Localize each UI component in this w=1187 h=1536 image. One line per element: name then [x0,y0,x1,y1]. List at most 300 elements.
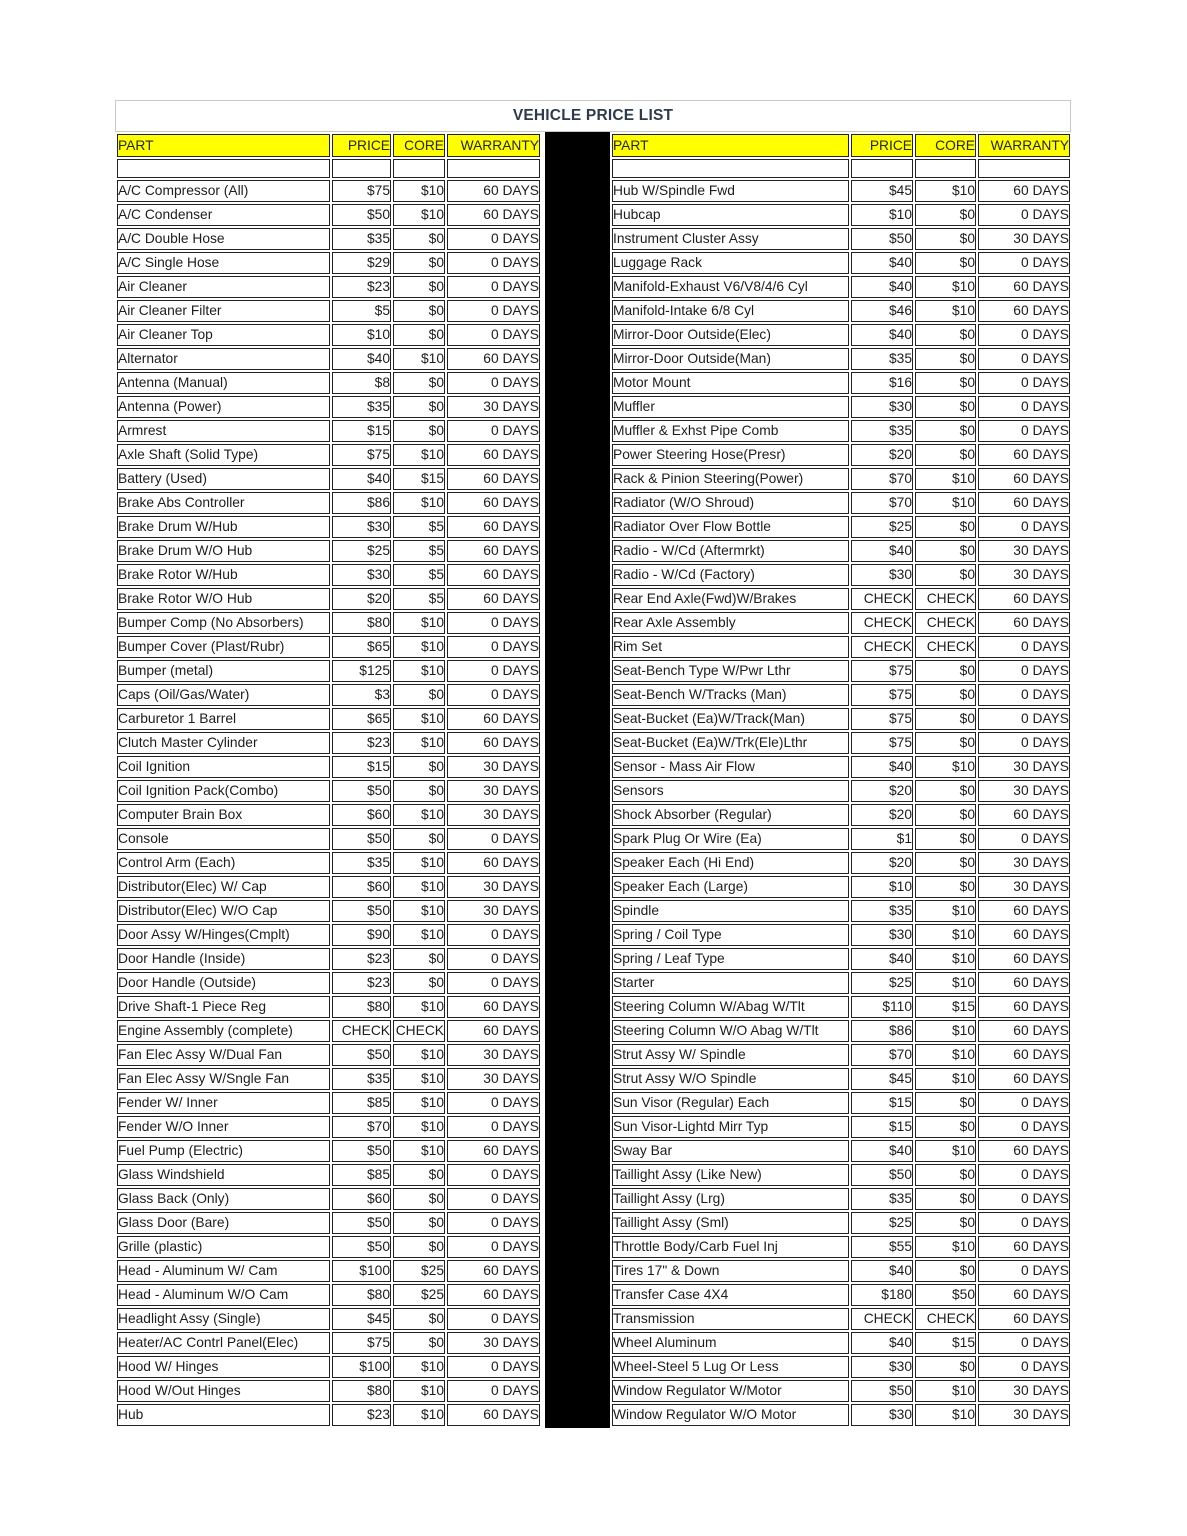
part-cell: Motor Mount [612,372,849,394]
part-cell: Shock Absorber (Regular) [612,804,849,826]
warranty-cell: 60 DAYS [447,180,540,202]
core-cell: $0 [393,948,445,970]
part-cell: Throttle Body/Carb Fuel Inj [612,1236,849,1258]
price-cell: $25 [851,516,913,538]
warranty-cell: 30 DAYS [447,1332,540,1354]
price-cell: $50 [851,228,913,250]
table-row [612,1164,1070,1186]
table-row [117,684,540,706]
table-row [117,1116,540,1138]
warranty-cell: 60 DAYS [978,300,1070,322]
core-cell: $10 [393,1068,445,1090]
table-row [117,348,540,370]
price-cell: $20 [851,852,913,874]
warranty-cell: 0 DAYS [978,324,1070,346]
table-row [117,1380,540,1402]
table-row [117,1140,540,1162]
warranty-cell: 60 DAYS [447,996,540,1018]
warranty-cell: 60 DAYS [447,1284,540,1306]
warranty-cell: 60 DAYS [978,1140,1070,1162]
core-cell: $10 [915,1404,976,1426]
warranty-cell: 60 DAYS [978,1068,1070,1090]
core-cell: $0 [915,204,976,226]
core-cell: $0 [915,540,976,562]
part-cell: Speaker Each (Hi End) [612,852,849,874]
price-cell: $45 [332,1308,391,1330]
warranty-cell: 0 DAYS [447,948,540,970]
price-cell: $40 [851,948,913,970]
core-cell: $0 [915,1092,976,1114]
price-cell: $70 [332,1116,391,1138]
price-cell: $10 [851,876,913,898]
price-cell: $25 [851,972,913,994]
part-cell: Distributor(Elec) W/ Cap [117,876,330,898]
warranty-cell: 0 DAYS [447,228,540,250]
table-row [117,660,540,682]
part-cell: Brake Rotor W/Hub [117,564,330,586]
part-cell: Control Arm (Each) [117,852,330,874]
part-cell: Manifold-Exhaust V6/V8/4/6 Cyl [612,276,849,298]
warranty-cell: 0 DAYS [447,1116,540,1138]
core-cell: $10 [915,492,976,514]
price-cell: $45 [851,1068,913,1090]
part-cell: A/C Condenser [117,204,330,226]
warranty-cell: 30 DAYS [978,756,1070,778]
core-cell: $10 [915,276,976,298]
table-row [117,1068,540,1090]
table-row [612,564,1070,586]
core-cell: $0 [915,1356,976,1378]
core-cell: $0 [915,780,976,802]
core-cell: $0 [393,780,445,802]
table-row [612,852,1070,874]
core-cell: $10 [915,1020,976,1042]
core-cell: $10 [393,1380,445,1402]
part-cell: Taillight Assy (Sml) [612,1212,849,1234]
core-cell: $10 [915,468,976,490]
table-row [117,1308,540,1330]
table-row [117,828,540,850]
core-cell: $10 [915,1140,976,1162]
part-cell: Hood W/ Hinges [117,1356,330,1378]
warranty-cell: 0 DAYS [978,1188,1070,1210]
warranty-cell: 0 DAYS [978,396,1070,418]
core-cell: $50 [915,1284,976,1306]
warranty-cell: 0 DAYS [978,252,1070,274]
core-cell: $0 [915,708,976,730]
price-cell: $30 [851,1356,913,1378]
table-row [117,1188,540,1210]
part-cell: Wheel-Steel 5 Lug Or Less [612,1356,849,1378]
table-row [612,1380,1070,1402]
part-cell: Bumper Comp (No Absorbers) [117,612,330,634]
price-table-left [115,132,542,1428]
spacer-cell [612,159,849,178]
table-row [612,1284,1070,1306]
table-row [117,1356,540,1378]
core-cell: $0 [393,228,445,250]
table-row [612,972,1070,994]
core-cell: $0 [393,972,445,994]
price-cell: $75 [851,732,913,754]
price-cell: $35 [332,1068,391,1090]
core-cell: $0 [915,444,976,466]
part-cell: Transmission [612,1308,849,1330]
warranty-cell: 60 DAYS [978,180,1070,202]
table-row [612,300,1070,322]
price-cell: $50 [332,828,391,850]
warranty-cell: 0 DAYS [978,636,1070,658]
price-cell: $46 [851,300,913,322]
part-cell: Caps (Oil/Gas/Water) [117,684,330,706]
part-cell: Fender W/O Inner [117,1116,330,1138]
price-cell: $40 [851,276,913,298]
warranty-cell: 60 DAYS [447,732,540,754]
price-cell: $110 [851,996,913,1018]
part-cell: Hubcap [612,204,849,226]
core-cell: $0 [393,420,445,442]
core-cell: $0 [915,252,976,274]
price-cell: $35 [332,852,391,874]
price-cell: $65 [332,636,391,658]
warranty-cell: 60 DAYS [978,612,1070,634]
core-cell: CHECK [393,1020,445,1042]
warranty-cell: 0 DAYS [978,1164,1070,1186]
core-cell: $15 [393,468,445,490]
price-cell: $80 [332,1284,391,1306]
table-row [612,492,1070,514]
price-cell: $40 [851,1140,913,1162]
warranty-cell: 60 DAYS [978,1020,1070,1042]
table-row [612,1356,1070,1378]
table-row [612,228,1070,250]
warranty-cell: 0 DAYS [447,660,540,682]
part-cell: Grille (plastic) [117,1236,330,1258]
warranty-cell: 0 DAYS [978,1212,1070,1234]
part-cell: Seat-Bench Type W/Pwr Lthr [612,660,849,682]
price-cell: $40 [332,348,391,370]
table-row [612,948,1070,970]
part-cell: Mirror-Door Outside(Man) [612,348,849,370]
table-row [612,996,1070,1018]
price-cell: $10 [332,324,391,346]
warranty-cell: 60 DAYS [978,468,1070,490]
column-header-part: PART [612,134,849,157]
price-cell: $60 [332,804,391,826]
price-cell: $20 [851,804,913,826]
price-cell: $70 [851,492,913,514]
warranty-cell: 30 DAYS [978,780,1070,802]
part-cell: Glass Windshield [117,1164,330,1186]
core-cell: $10 [915,1044,976,1066]
price-cell: $50 [332,1044,391,1066]
warranty-cell: 30 DAYS [978,540,1070,562]
warranty-cell: 0 DAYS [978,1332,1070,1354]
part-cell: Alternator [117,348,330,370]
price-cell: $1 [851,828,913,850]
part-cell: Headlight Assy (Single) [117,1308,330,1330]
price-cell: CHECK [851,588,913,610]
table-row [117,996,540,1018]
part-cell: Brake Abs Controller [117,492,330,514]
core-cell: $5 [393,564,445,586]
table-row [612,252,1070,274]
core-cell: $0 [393,372,445,394]
table-row [612,444,1070,466]
part-cell: Brake Rotor W/O Hub [117,588,330,610]
part-cell: Door Assy W/Hinges(Cmplt) [117,924,330,946]
part-cell: Rack & Pinion Steering(Power) [612,468,849,490]
warranty-cell: 0 DAYS [447,1380,540,1402]
part-cell: Window Regulator W/O Motor [612,1404,849,1426]
price-cell: $75 [332,180,391,202]
warranty-cell: 60 DAYS [978,972,1070,994]
warranty-cell: 30 DAYS [447,1044,540,1066]
part-cell: Taillight Assy (Lrg) [612,1188,849,1210]
part-cell: Seat-Bucket (Ea)W/Track(Man) [612,708,849,730]
part-cell: Air Cleaner Filter [117,300,330,322]
price-cell: $85 [332,1164,391,1186]
header-row [612,134,1070,157]
part-cell: Computer Brain Box [117,804,330,826]
warranty-cell: 0 DAYS [978,1116,1070,1138]
core-cell: CHECK [915,1308,976,1330]
table-row [612,468,1070,490]
warranty-cell: 60 DAYS [978,900,1070,922]
warranty-cell: 0 DAYS [978,708,1070,730]
table-row [612,780,1070,802]
warranty-cell: 60 DAYS [447,540,540,562]
part-cell: Fender W/ Inner [117,1092,330,1114]
core-cell: $0 [393,828,445,850]
price-cell: $29 [332,252,391,274]
price-cell: $50 [332,1236,391,1258]
warranty-cell: 0 DAYS [447,612,540,634]
price-cell: $23 [332,972,391,994]
warranty-cell: 60 DAYS [447,852,540,874]
core-cell: $0 [393,276,445,298]
table-row [612,1188,1070,1210]
table-row [117,396,540,418]
warranty-cell: 30 DAYS [978,1404,1070,1426]
column-header-warranty: WARRANTY [978,134,1070,157]
warranty-cell: 60 DAYS [447,1140,540,1162]
price-cell: $30 [851,564,913,586]
price-cell: $100 [332,1260,391,1282]
price-cell: $50 [851,1380,913,1402]
price-cell: $40 [851,756,913,778]
table-row [612,684,1070,706]
table-row [117,972,540,994]
core-cell: $0 [915,324,976,346]
price-cell: $25 [332,540,391,562]
core-cell: $5 [393,540,445,562]
spacer-row [117,159,540,178]
part-cell: Coil Ignition Pack(Combo) [117,780,330,802]
table-row [117,516,540,538]
part-cell: Air Cleaner [117,276,330,298]
table-row [612,732,1070,754]
price-cell: $15 [851,1116,913,1138]
warranty-cell: 60 DAYS [447,564,540,586]
price-cell: $35 [332,396,391,418]
core-cell: $0 [915,876,976,898]
table-row [117,636,540,658]
table-row [117,948,540,970]
core-cell: $0 [393,1332,445,1354]
core-cell: $0 [393,324,445,346]
price-cell: $30 [851,396,913,418]
table-row [612,1068,1070,1090]
warranty-cell: 0 DAYS [447,1092,540,1114]
price-cell: $30 [851,924,913,946]
table-row [612,1404,1070,1426]
table-row [612,1116,1070,1138]
table-row [117,228,540,250]
core-cell: CHECK [915,612,976,634]
table-row [612,660,1070,682]
part-cell: Tires 17" & Down [612,1260,849,1282]
warranty-cell: 60 DAYS [447,444,540,466]
part-cell: Carburetor 1 Barrel [117,708,330,730]
core-cell: $10 [393,660,445,682]
warranty-cell: 60 DAYS [447,468,540,490]
price-cell: $75 [851,708,913,730]
part-cell: Sensors [612,780,849,802]
warranty-cell: 0 DAYS [978,372,1070,394]
warranty-cell: 60 DAYS [447,1020,540,1042]
core-cell: $0 [915,828,976,850]
core-cell: $10 [915,924,976,946]
table-row [612,1308,1070,1330]
spacer-cell [978,159,1070,178]
price-cell: $35 [851,348,913,370]
price-cell: $80 [332,612,391,634]
warranty-cell: 0 DAYS [447,252,540,274]
table-row [117,252,540,274]
table-row [612,204,1070,226]
part-cell: Hood W/Out Hinges [117,1380,330,1402]
core-cell: $10 [393,708,445,730]
price-table-right [610,132,1072,1428]
warranty-cell: 60 DAYS [978,276,1070,298]
core-cell: $0 [915,420,976,442]
price-cell: $75 [332,444,391,466]
core-cell: $0 [915,1188,976,1210]
price-cell: $23 [332,276,391,298]
warranty-cell: 0 DAYS [978,684,1070,706]
price-cell: $70 [851,1044,913,1066]
price-cell: $50 [332,204,391,226]
core-cell: $0 [393,1236,445,1258]
part-cell: Fuel Pump (Electric) [117,1140,330,1162]
part-cell: Window Regulator W/Motor [612,1380,849,1402]
price-cell: $50 [332,900,391,922]
table-row [612,180,1070,202]
warranty-cell: 0 DAYS [447,420,540,442]
table-row [117,492,540,514]
core-cell: $10 [393,876,445,898]
table-row [117,732,540,754]
table-row [117,204,540,226]
core-cell: $10 [393,180,445,202]
core-cell: $0 [393,300,445,322]
part-cell: Fan Elec Assy W/Dual Fan [117,1044,330,1066]
warranty-cell: 60 DAYS [978,948,1070,970]
part-cell: Muffler [612,396,849,418]
table-row [612,1020,1070,1042]
part-cell: Muffler & Exhst Pipe Comb [612,420,849,442]
part-cell: Mirror-Door Outside(Elec) [612,324,849,346]
price-cell: $75 [851,684,913,706]
core-cell: $0 [393,1212,445,1234]
table-row [612,1260,1070,1282]
table-row [612,420,1070,442]
part-cell: Sway Bar [612,1140,849,1162]
warranty-cell: 0 DAYS [447,324,540,346]
warranty-cell: 0 DAYS [978,1260,1070,1282]
table-row [612,876,1070,898]
table-row [612,588,1070,610]
part-cell: Spark Plug Or Wire (Ea) [612,828,849,850]
core-cell: $10 [915,1236,976,1258]
price-cell: $8 [332,372,391,394]
part-cell: Rear Axle Assembly [612,612,849,634]
table-row [117,1212,540,1234]
warranty-cell: 0 DAYS [447,972,540,994]
price-cell: $125 [332,660,391,682]
part-cell: Wheel Aluminum [612,1332,849,1354]
part-cell: Console [117,828,330,850]
part-cell: Taillight Assy (Like New) [612,1164,849,1186]
table-row [117,1044,540,1066]
part-cell: Head - Aluminum W/ Cam [117,1260,330,1282]
spacer-row [612,159,1070,178]
price-cell: $40 [851,252,913,274]
table-row [612,276,1070,298]
price-cell: $50 [332,780,391,802]
core-cell: $10 [915,948,976,970]
core-cell: $10 [915,900,976,922]
core-cell: $0 [393,252,445,274]
table-row [117,1260,540,1282]
warranty-cell: 30 DAYS [978,852,1070,874]
table-row [117,372,540,394]
table-row [117,708,540,730]
warranty-cell: 0 DAYS [447,372,540,394]
table-row [117,540,540,562]
price-cell: CHECK [851,636,913,658]
price-cell: $180 [851,1284,913,1306]
price-cell: $35 [851,420,913,442]
table-row [612,828,1070,850]
part-cell: Heater/AC Contrl Panel(Elec) [117,1332,330,1354]
part-cell: Steering Column W/O Abag W/Tlt [612,1020,849,1042]
warranty-cell: 60 DAYS [447,1404,540,1426]
core-cell: $10 [393,348,445,370]
core-cell: $0 [915,852,976,874]
price-cell: $55 [851,1236,913,1258]
warranty-cell: 60 DAYS [978,588,1070,610]
price-cell: $35 [851,1188,913,1210]
core-cell: $0 [915,372,976,394]
warranty-cell: 30 DAYS [447,1068,540,1090]
price-cell: $45 [851,180,913,202]
core-cell: $0 [915,516,976,538]
price-cell: $50 [332,1212,391,1234]
core-cell: $15 [915,996,976,1018]
table-row [612,516,1070,538]
